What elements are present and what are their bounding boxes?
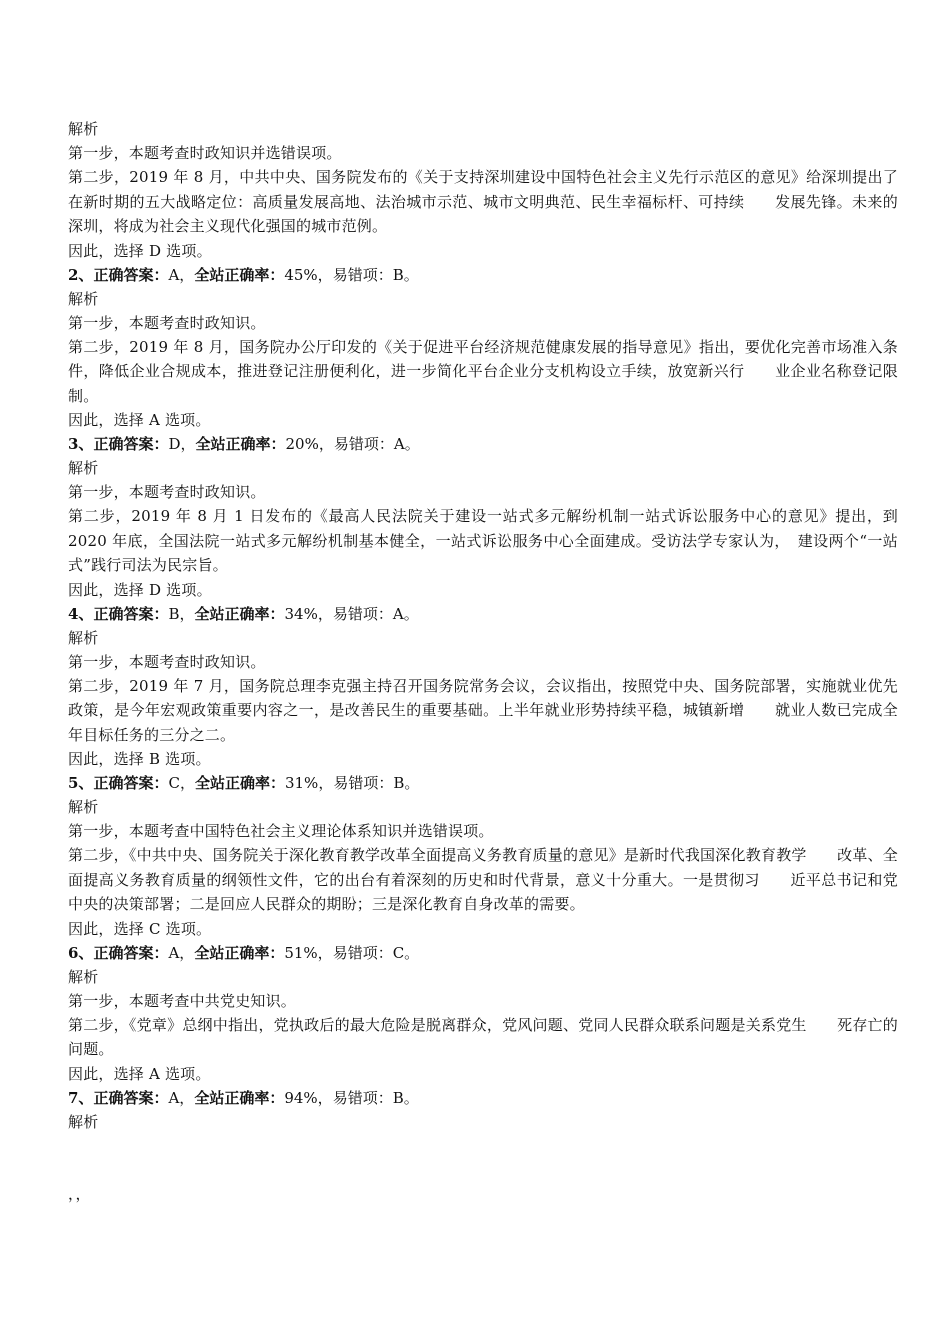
wrong-value: A。 (392, 604, 419, 623)
answer-label: 正确答案： (93, 265, 169, 284)
separator: ， (179, 265, 195, 284)
separator: ， (317, 265, 333, 284)
analysis-step2: 第二步，2019 年 7 月，国务院总理李克强主持召开国务院常务会议，会议指出，按照党中央、国务院部署，实施就业优先政策，是今年宏观政策重要内容之一，是改善民生的重要基础。上半年就业形势持续平稳，城镇新增 就业人数已完成全年目标任务的三分之二。 (68, 676, 898, 744)
answer-label: 正确答案： (93, 774, 169, 792)
rate-value: 34% (284, 604, 318, 623)
separator: ， (318, 435, 334, 453)
wrong-label: 易错项： (333, 774, 394, 792)
question-block-6 (68, 941, 898, 1086)
analysis-heading: 解析 (68, 628, 99, 647)
analysis-step1: 第一步，本题考查时政知识并选错误项。 (68, 144, 342, 162)
rate-label: 全站正确率： (195, 435, 286, 453)
analysis-step1: 第一步，本题考查时政知识。 (68, 483, 266, 501)
separator: ， (180, 435, 196, 453)
separator: ， (317, 1088, 333, 1107)
rate-label: 全站正确率： (194, 1088, 285, 1107)
analysis-heading: 解析 (68, 289, 99, 308)
analysis-step2: 第二步，2019 年 8 月 1 日发布的《最高人民法院关于建设一站式多元解纷机制一站式诉讼服务中心的意见》提出，到 2020 年底，全国法院一站式多元解纷机制基本健全，一站式诉讼服务中心全面建成。受访法学专家认为， 建设两个“一站式”践行司法为民宗旨。 (68, 507, 898, 574)
analysis-step1: 第一步，本题考查时政知识。 (68, 313, 266, 332)
answer-label: 正确答案： (93, 435, 169, 453)
question-block-5 (68, 771, 898, 941)
answer-value: A (168, 943, 180, 962)
answer-label: 正确答案： (93, 604, 169, 623)
analysis-conclusion (68, 1158, 898, 1182)
analysis-step2: 第二步，《党章》总纲中指出，党执政后的最大危险是脱离群众，党风问题、党同人民群众联系问题是关系党生 死存亡的问题。 (68, 1015, 898, 1058)
separator: ， (317, 943, 333, 962)
wrong-value: B。 (393, 774, 420, 792)
analysis-conclusion: 因此，选择 B 选项。 (68, 750, 211, 768)
answer-line (68, 771, 898, 795)
rate-label: 全站正确率： (194, 265, 285, 284)
separator: ， (179, 1088, 195, 1107)
analysis-step1: 第一步，本题考查中共党史知识。 (68, 991, 297, 1010)
answer-line (68, 263, 898, 287)
analysis-step2: 第二步，2019 年 8 月，中共中央、国务院发布的《关于支持深圳建设中国特色社会主义先行示范区的意见》给深圳提出了在新时期的五大战略定位：高质量发展高地、法治城市示范、城市文明典范、民生幸福标杆、可持续 发展先锋。未来的深圳，将成为社会主义现代化强国的城市范例。 (68, 168, 898, 235)
answer-value: B (168, 604, 180, 623)
wrong-value: C。 (392, 943, 420, 962)
rate-label: 全站正确率： (194, 774, 285, 792)
question-number: 7、 (68, 1088, 94, 1107)
analysis-step1: 第一步，本题考查中国特色社会主义理论体系知识并选错误项。 (68, 822, 494, 840)
question-block-4 (68, 602, 898, 772)
wrong-value: B。 (392, 1088, 419, 1107)
wrong-value: B。 (392, 265, 419, 284)
separator: ， (179, 943, 195, 962)
analysis-heading: 解析 (68, 798, 99, 816)
analysis-heading: 解析 (68, 120, 99, 138)
question-number: 2、 (68, 265, 94, 284)
separator: ， (318, 774, 334, 792)
analysis-step2: 第二步，2019 年 8 月，国务院办公厅印发的《关于促进平台经济规范健康发展的指导意见》指出，要优化完善市场准入条件，降低企业合规成本，推进登记注册便利化，进一步简化平台企业分支机构设立手续，放宽新兴行 业企业名称登记限制。 (68, 337, 898, 405)
question-block-7 (68, 1182, 898, 1230)
analysis-heading: 解析 (68, 967, 99, 986)
analysis-heading (68, 1206, 898, 1230)
answer-line (68, 1182, 898, 1206)
answer-label: 正确答案： (93, 943, 169, 962)
analysis-step2: 第二步，《中共中央、国务院关于深化教育教学改革全面提高义务教育质量的意见》是新时代我国深化教育教学 改革、全面提高义务教育质量的纲领性文件，它的出台有着深刻的历史和时代背景，意义十分重大。一是贯彻习 近平总书记和党中央的决策部署；二是回应人民群众的期盼；三是深化教育自身改革的需要。 (68, 846, 898, 913)
analysis-section-1 (68, 117, 898, 263)
rate-label: 全站正确率： (194, 604, 285, 623)
analysis-conclusion: 因此，选择 A 选项。 (68, 411, 211, 429)
answer-value: C (168, 774, 180, 792)
answer-value: A (168, 1088, 180, 1107)
question-number: 6、 (68, 943, 94, 962)
question-block-2 (68, 263, 898, 433)
wrong-value: A。 (393, 435, 420, 453)
analysis-conclusion: 因此，选择 A 选项。 (68, 1064, 211, 1083)
answer-value: D (168, 435, 181, 453)
wrong-label: 易错项： (333, 435, 394, 453)
question-number: 4、 (68, 604, 94, 623)
question-number: 5、 (68, 774, 94, 792)
rate-value: 20% (285, 435, 319, 453)
answer-line (68, 432, 898, 456)
rate-label: 全站正确率： (194, 943, 285, 962)
analysis-heading: 解析 (68, 1112, 99, 1131)
wrong-label: 易错项： (332, 1088, 393, 1107)
analysis-conclusion: 因此，选择 D 选项。 (68, 580, 212, 599)
answer-line (68, 941, 898, 965)
answer-value: A (168, 265, 180, 284)
answer-line (68, 1086, 898, 1110)
answer-line (68, 602, 898, 626)
analysis-heading: 解析 (68, 459, 99, 477)
separator: ， (179, 774, 195, 792)
analysis-step1: 第一步，本题考查时政知识。 (68, 652, 266, 671)
document-page (68, 117, 898, 1230)
analysis-step1 (68, 1134, 898, 1158)
wrong-label: 易错项： (332, 943, 393, 962)
separator: ， (317, 604, 333, 623)
rate-value: 51% (284, 943, 318, 962)
analysis-conclusion: 因此，选择 D 选项。 (68, 241, 212, 260)
question-number: 3、 (68, 435, 94, 453)
rate-value: 94% (284, 1088, 318, 1107)
separator: ， (68, 1184, 76, 1203)
answer-label: 正确答案： (93, 1088, 169, 1107)
question-block-6 (68, 1086, 898, 1182)
rate-value: 45% (284, 265, 318, 284)
question-block-3 (68, 432, 898, 602)
analysis-conclusion: 因此，选择 C 选项。 (68, 919, 212, 938)
separator: ， (179, 604, 195, 623)
wrong-label: 易错项： (332, 265, 393, 284)
rate-value: 31% (284, 774, 319, 792)
separator: ， (75, 1184, 91, 1203)
wrong-label: 易错项： (332, 604, 393, 623)
